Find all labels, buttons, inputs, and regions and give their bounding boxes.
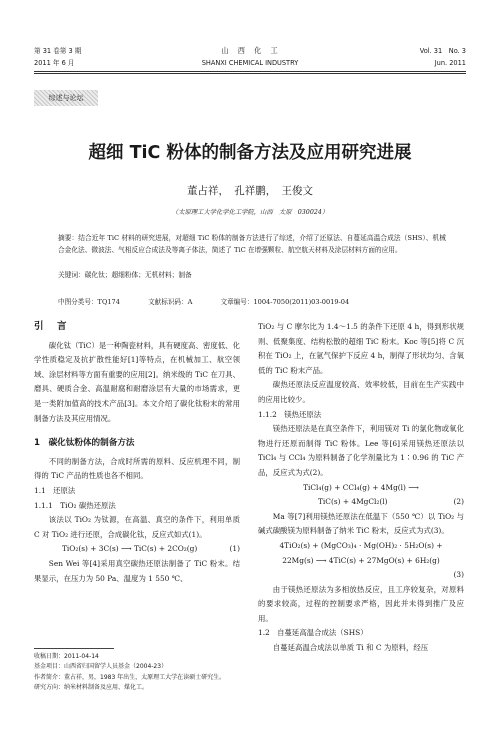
issue-info-left: 第 31 卷第 3 期 [34,47,82,55]
right-paragraph-1: TiO₂ 与 C 摩尔比为 1.4～1.5 的条件下还原 4 h，得到形状规则、低聚集度、结构松散的超细 TiC 粉末。Koc 等[5]将 C 沉积在 TiO₂ 上，在氩气保护下反应 4 h，制得了形状均匀、含氧低的 TiC 粉末产品。 [258,322,464,375]
keywords: 关键词：碳化钛；超细粉体；无机材料；制备 [58,271,192,279]
clc-number: 中图分类号：TQ174 [58,298,120,306]
right-paragraph-4: Ma 等[7]利用镁热还原法在低温下（550 ℃）以 TiO₂ 与碱式碳酸镁为原料制备了纳米 TiC 粉末，反应式为式(3)。 [258,511,464,536]
equation-2-number: (2) [453,497,464,507]
research-direction: 研究方向：纳米材料制备及应用、煤化工。 [34,684,149,692]
journal-name-cn: 山 西 化 工 [221,46,279,55]
section-badge: 综述与论坛 [34,90,98,106]
intro-heading: 引 言 [34,321,69,332]
section-1-paragraph: 不同的制备方法，合成时所需的原料、反应机理不同，制得的 TiC 产品的性质也各不相同。 [34,456,240,481]
footnotes [34,652,240,694]
equation-3-number: (3) [453,570,464,580]
equation-3-line-2: 22Mg(s) ⟶ 4TiC(s) + 27MgO(s) + 6H₂(g) [282,555,440,565]
right-paragraph-6: 自蔓延高温合成法以单质 Ti 和 C 为原料，经压 [272,643,429,653]
right-paragraph-3: 镁热还原法是在真空条件下，利用镁对 Ti 的氯化物或氧化物进行还原而制得 TiC 粉体。Lee 等[6]采用镁热还原法以 TiCl₄ 与 CCl₄ 为原料制备了化学剂量比为 1∶0.96 的 TiC 产品，反应式为式(2)。 [258,424,464,477]
equation-1-number: (1) [229,544,240,554]
abstract: 摘要：结合近年 TiC 材料的研究进展，对超细 TiC 粉体的制备方法进行了综述，介绍了还原法、自蔓延高温合成法（SHS）、机械合金化法、微波法、气相反应合成法及等离子体法，简述了 TiC 在增强颗粒、航空航天材料及涂层材料方面的应用。 [58,234,446,254]
section-1-2-heading: 1.2 自蔓延高温合成法（SHS） [258,628,368,638]
section-1-1-1-heading: 1.1.1 TiO₂ 碳热还原法 [34,500,116,510]
equation-1-text: TiO₂(s) + 3C(s) ⟶ TiC(s) + 2CO₂(g) [62,544,198,554]
issue-info-right: Vol. 31 No. 3 [419,47,466,55]
author-list: 董占祥， 孔祥鹏， 王俊文 [187,185,313,197]
header-rule [34,71,466,72]
date-right: Jun. 2011 [434,59,466,67]
footnote-rule [34,648,114,649]
right-column [258,320,464,656]
document-code: 文献标识码：A [148,298,193,306]
right-paragraph-5: 由于镁热还原法为多相放热反应，且工序较复杂，对原料的要求较高，过程的控制要求严格，因此并未得到推广及应用。 [258,584,464,623]
date-left: 2011 年 6 月 [34,59,75,67]
journal-name-en: SHANXI CHEMICAL INDUSTRY [201,59,299,67]
classification-line [58,297,446,307]
equation-2-text: TiC(s) + 4MgCl₂(l) [318,497,388,507]
section-1-1-1-paragraph: 该法以 TiO₂ 为钛源，在高温、真空的条件下，利用单质 C 对 TiO₂ 进行还原，合成碳化钛，反应式如式(1)。 [34,515,240,539]
header-rule-thin [34,73,466,74]
section-1-1-heading: 1.1 还原法 [34,485,76,495]
equation-1 [34,542,240,557]
received-date: 收稿日期：2011-04-14 [34,653,99,660]
equation-2-line-2 [258,495,464,510]
left-column [34,320,240,586]
author-bio: 作者简介：董占祥，男，1983 年出生，太原理工大学在读硕士研究生。 [34,673,226,681]
section-1-1-2-heading: 1.1.2 镁热还原法 [258,409,322,419]
affiliation: （太原理工大学化学化工学院，山西 太原 030024） [171,209,329,216]
equation-2-line-1: TiCl₄(g) + CCl₄(g) + 4Mg(l) ⟶ [303,482,419,492]
fund-info: 基金项目：山西省归国留学人员基金（2004-23） [34,663,168,671]
section-1-heading: 1 碳化钛粉体的制备方法 [34,438,135,449]
right-paragraph-2: 碳热还原法反应温度较高、效率较低，目前在生产实践中的应用比较少。 [258,380,464,404]
article-title: 超细 TiC 粉体的制备方法及应用研究进展 [88,143,412,163]
section-1-1-1-paragraph-2: Sen Wei 等[4]采用真空碳热还原法制备了 TiC 粉末。结果显示，在压力为 50 Pa、温度为 1 550 ℃、 [34,558,240,583]
equation-3-line-1: 4TiO₂(s) + (MgCO₃)₄ · Mg(OH)₂ · 5H₂O(s) + [279,540,443,550]
intro-paragraph: 碳化钛（TiC）是一种陶瓷材料，具有硬度高、密度低、化学性质稳定及抗扩散性能好[1]等特点，在机械加工、航空领域、涂层材料等方面有重要的应用[2]。纳米级的 TiC 在刀具、磨具、硬质合金、高温耐腐和耐磨涂层有大量的市场需求，更是一类附加值高的技术产品[3]。本文介绍了碳化钛粉末的常用制备方法及其应用情况。 [34,340,240,423]
article-number: 文章编号：1004-7050(2011)03-0019-04 [220,298,350,306]
